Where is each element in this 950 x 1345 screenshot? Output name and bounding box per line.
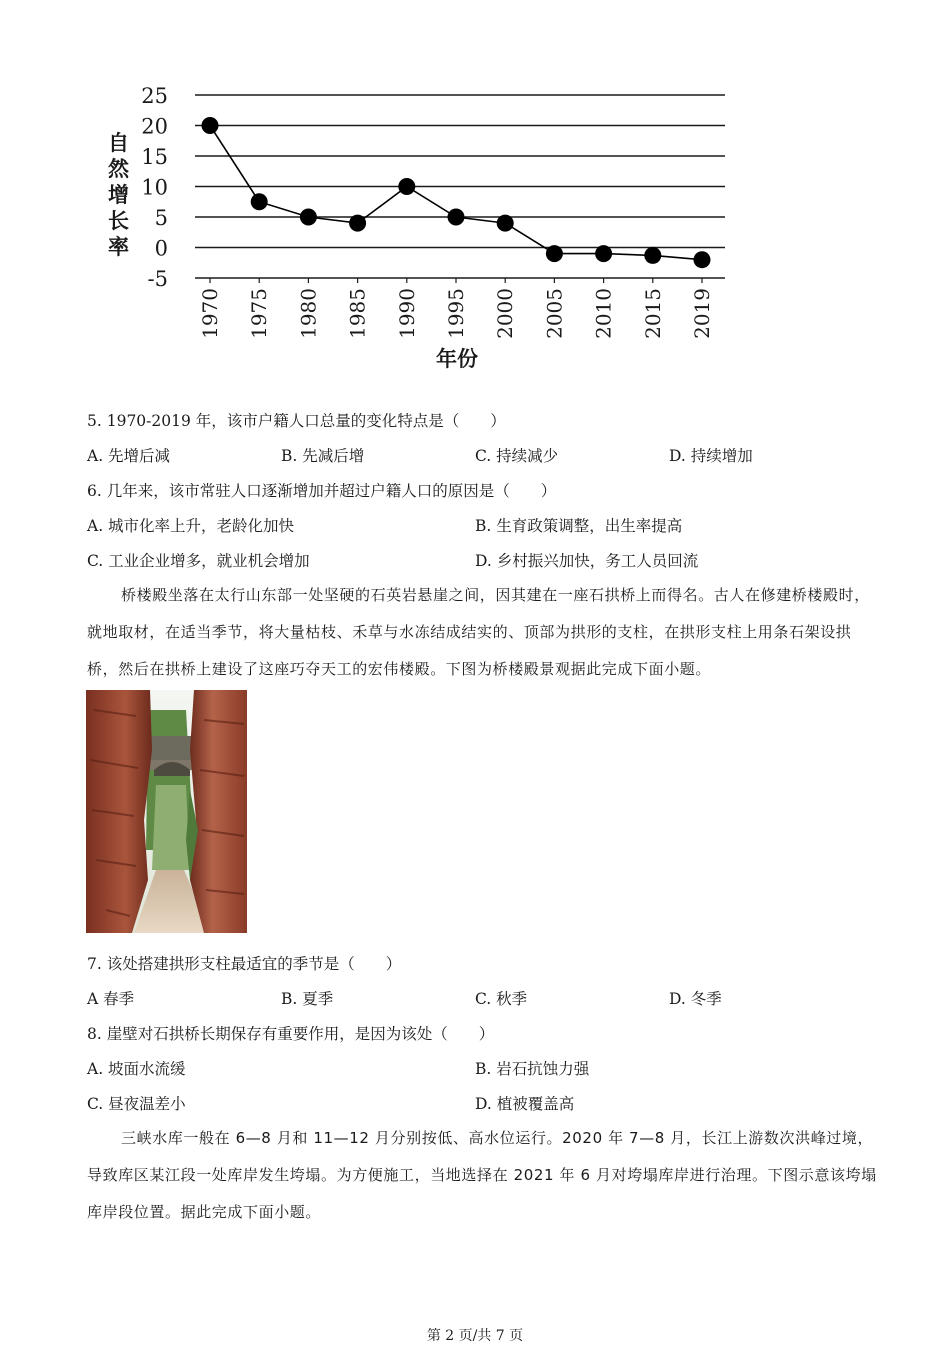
y-tick-label: 0 xyxy=(154,236,168,261)
q6-option-a: A. 城市化率上升，老龄化加快 xyxy=(87,517,295,535)
q7-option-d: D. 冬季 xyxy=(669,990,722,1008)
q6-stem: 6. 几年来，该市常驻人口逐渐增加并超过户籍人口的原因是（ ） xyxy=(87,482,557,500)
data-point xyxy=(251,193,268,210)
data-point xyxy=(644,247,661,264)
y-axis-label: 自然增长率 xyxy=(108,131,129,259)
x-tick-label: 1980 xyxy=(296,288,321,339)
data-point xyxy=(497,215,514,232)
series-line xyxy=(210,126,702,260)
natural-growth-rate-chart xyxy=(80,70,760,390)
q5-option-c: C. 持续减少 xyxy=(475,447,559,465)
x-tick-label: 1990 xyxy=(394,288,419,339)
x-tick-label: 2015 xyxy=(640,288,665,339)
y-tick-label: 20 xyxy=(141,114,168,139)
y-tick-label: 25 xyxy=(141,84,168,108)
data-point xyxy=(349,215,366,232)
data-point xyxy=(448,209,465,226)
data-point xyxy=(595,245,612,262)
q6-option-b: B. 生育政策调整，出生率提高 xyxy=(475,517,683,535)
q6-option-c: C. 工业企业增多，就业机会增加 xyxy=(87,552,310,570)
data-point xyxy=(546,245,563,262)
q7-stem: 7. 该处搭建拱形支柱最适宜的季节是（ ） xyxy=(87,955,402,973)
x-tick-label: 1970 xyxy=(198,288,222,339)
q5-option-a: A. 先增后减 xyxy=(87,447,171,465)
page-footer: 第 2 页/共 7 页 xyxy=(426,1328,524,1344)
y-tick-label: 5 xyxy=(154,206,168,230)
q7-option-c: C. 秋季 xyxy=(475,990,528,1008)
x-tick-label: 2005 xyxy=(542,288,567,339)
passage-qiaolou-text: 桥楼殿坐落在太行山东部一处坚硬的石英岩悬崖之间，因其建在一座石拱桥上而得名。古人在修建桥楼殿时，就地取材，在适当季节，将大量枯枝、禾草与水冻结成结实的、顶部为拱形的支柱，在拱形支柱上用条石架设拱桥，然后在拱桥上建设了这座巧夺天工的宏伟楼殿。下图为桥楼殿景观据此完成下面小题。 xyxy=(87,586,870,678)
qiaolou-hall-photo xyxy=(86,690,247,933)
x-tick-label: 1975 xyxy=(247,288,272,339)
passage-qiaolou-hall xyxy=(87,577,877,688)
q8-option-d: D. 植被覆盖高 xyxy=(475,1095,575,1113)
passage-three-gorges xyxy=(87,1120,877,1231)
x-tick-label: 1995 xyxy=(444,288,468,339)
data-point xyxy=(202,117,219,134)
q7-option-b: B. 夏季 xyxy=(281,990,334,1008)
q5-stem: 5. 1970-2019 年，该市户籍人口总量的变化特点是（ ） xyxy=(87,412,506,430)
q6-option-d: D. 乡村振兴加快，务工人员回流 xyxy=(475,552,699,570)
y-tick-label: 10 xyxy=(141,175,168,200)
q8-option-b: B. 岩石抗蚀力强 xyxy=(475,1060,590,1078)
x-tick-label: 2000 xyxy=(493,288,518,339)
data-point xyxy=(398,178,415,195)
q5-option-d: D. 持续增加 xyxy=(669,447,753,465)
x-tick-label: 2010 xyxy=(591,288,616,339)
q8-option-a: A. 坡面水流缓 xyxy=(87,1060,186,1078)
passage-three-gorges-text: 三峡水库一般在 6—8 月和 11—12 月分别按低、高水位运行。2020 年 7—8 月，长江上游数次洪峰过境，导致库区某江段一处库岸发生垮塌。为方便施工，当地选择在 2021 年 6 月对垮塌库岸进行治理。下图示意该垮塌库岸段位置。据此完成下面小题。 xyxy=(87,1129,877,1221)
y-tick-label: -5 xyxy=(147,267,168,291)
data-point xyxy=(300,209,317,226)
y-tick-label: 15 xyxy=(141,145,168,169)
q5-option-b: B. 先减后增 xyxy=(281,447,365,465)
x-axis-label: 年份 xyxy=(436,347,478,371)
q8-stem: 8. 崖壁对石拱桥长期保存有重要作用，是因为该处（ ） xyxy=(87,1025,495,1043)
q8-option-c: C. 昼夜温差小 xyxy=(87,1095,186,1113)
q7-option-a: A 春季 xyxy=(87,990,135,1008)
data-point xyxy=(694,251,711,268)
x-tick-label: 1985 xyxy=(345,288,370,339)
x-tick-label: 2019 xyxy=(690,288,714,339)
